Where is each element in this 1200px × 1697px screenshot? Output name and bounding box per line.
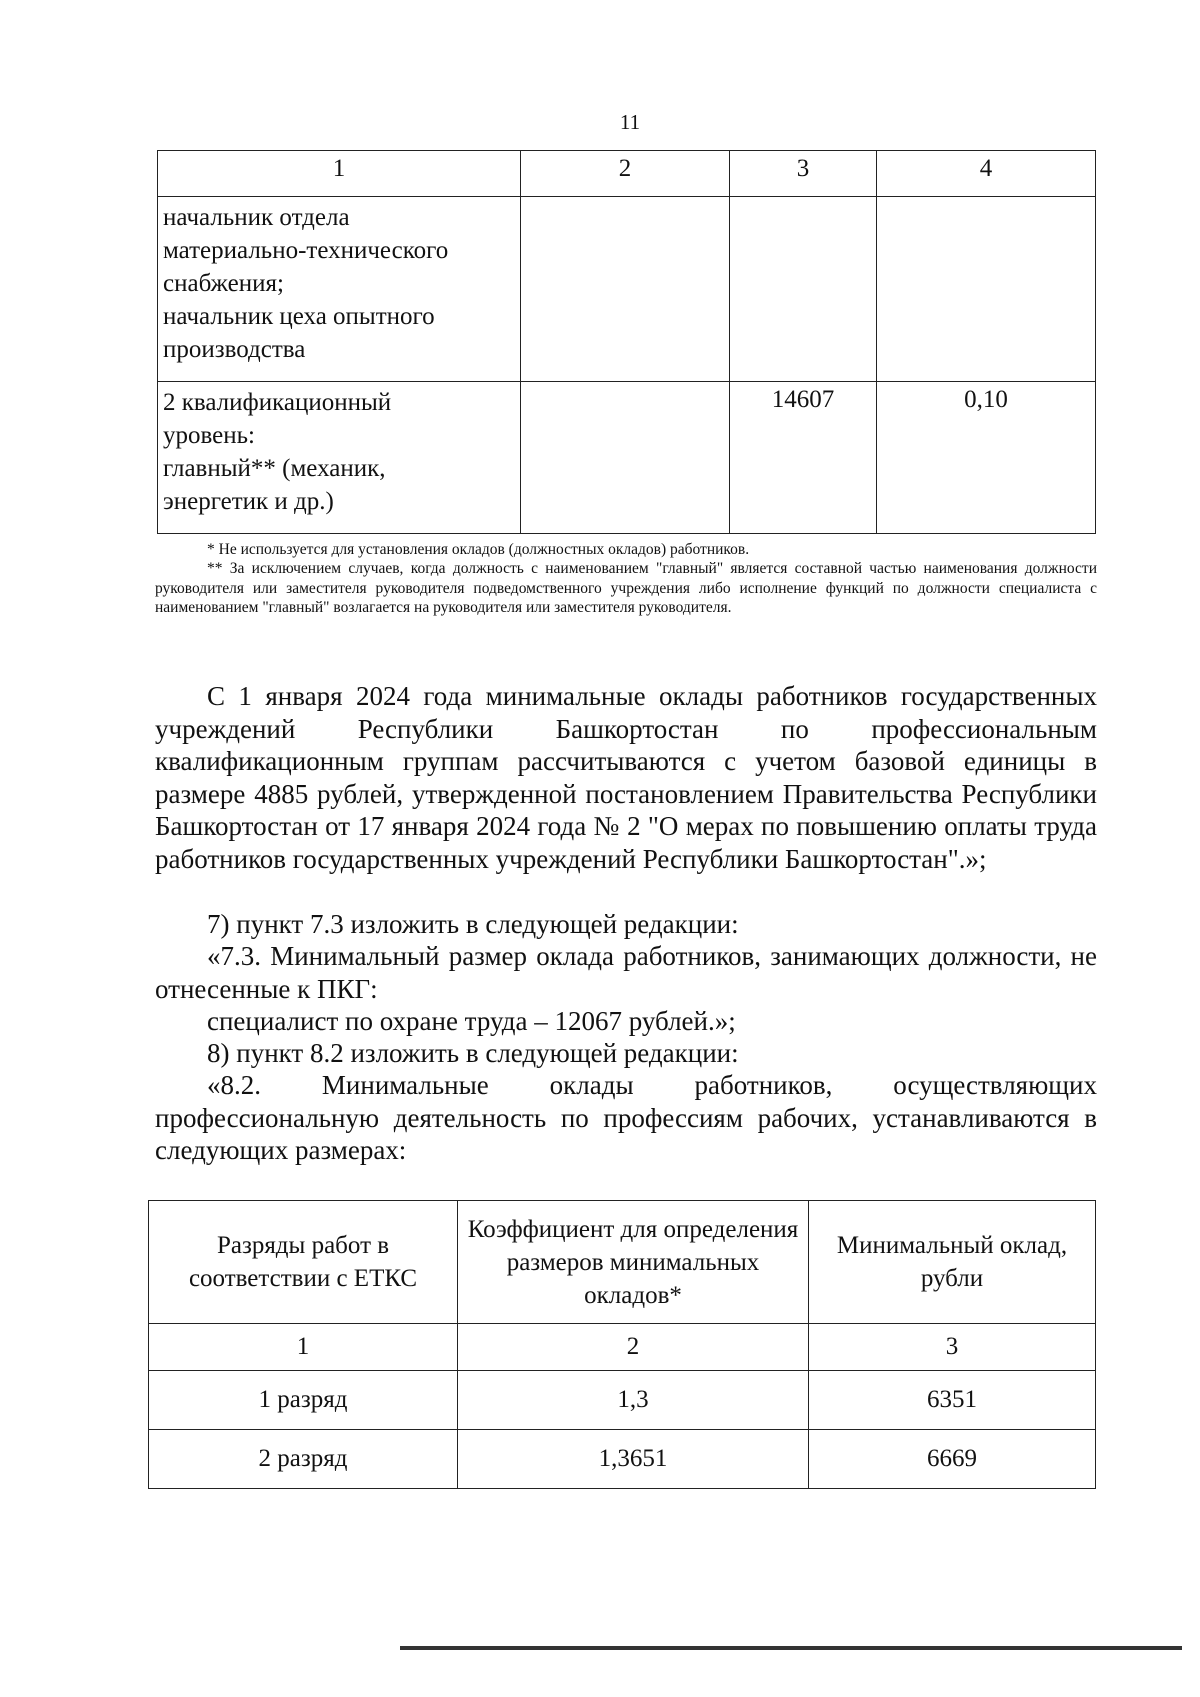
grade-cell: 1 разряд — [149, 1371, 458, 1430]
paragraph-base-unit: С 1 января 2024 года минимальные оклады работников государственных учреждений Республики Башкортостан по профессиональным квалификационным группам рассчитываются с учетом базовой единицы в размере 4885 рублей, утвержденной постановлением Правительства Республики Башкортостан от 17 января 2024 года № 2 "О мерах по повышению оплаты труда работников государственных учреждений Республики Башкортостан".»; — [155, 681, 1097, 874]
paragraph-labor-safety: специалист по охране труда – 12067 рублей.»; — [207, 1006, 736, 1036]
worker-salary-table — [148, 1200, 1096, 1489]
column-number-row — [149, 1324, 1096, 1371]
header-cell: Разряды работ в соответствии с ЕТКС — [149, 1201, 458, 1324]
paragraph-7-3: «7.3. Минимальный размер оклада работников, занимающих должности, не отнесенные к ПКГ: — [155, 941, 1097, 1004]
salary-cell: 6669 — [809, 1430, 1096, 1489]
cell-line: снабжения; — [163, 270, 284, 297]
paragraph-8-2: «8.2. Минимальные оклады работников, осуществляющих профессиональную деятельность по профессиям рабочих, устанавливаются в следующих размерах: — [155, 1070, 1097, 1165]
header-cell: Коэффициент для определения размеров минимальных окладов* — [458, 1201, 809, 1324]
table-header-row — [158, 151, 1096, 197]
table-row — [158, 197, 1096, 382]
footnote-2: ** За исключением случаев, когда должность с наименованием "главный" является составной частью наименования должности руководителя или заместителя руководителя подведомственного учреждения либо исполнение функций по должности специалиста с наименованием "главный" возлагается на руководителя или заместителя руководителя. — [155, 560, 1097, 616]
table-cell — [730, 197, 877, 382]
header-cell: 4 — [877, 151, 1096, 197]
coefficient-cell: 1,3 — [458, 1371, 809, 1430]
coefficient-cell: 1,3651 — [458, 1430, 809, 1489]
column-number: 1 — [149, 1324, 458, 1371]
position-cell — [158, 382, 521, 534]
table-row — [149, 1430, 1096, 1489]
table-cell — [521, 382, 730, 534]
cell-line: производства — [163, 336, 306, 363]
cell-line: уровень: — [163, 422, 255, 449]
cell-line: материально-технического — [163, 237, 449, 264]
header-cell: Минимальный оклад, рубли — [809, 1201, 1096, 1324]
coefficient-cell: 0,10 — [877, 382, 1096, 534]
table-row — [158, 382, 1096, 534]
header-cell: 3 — [730, 151, 877, 197]
cell-line: начальник отдела — [163, 204, 350, 231]
table-cell — [877, 197, 1096, 382]
paragraph-item-7: 7) пункт 7.3 изложить в следующей редакции: — [207, 909, 739, 939]
column-number: 3 — [809, 1324, 1096, 1371]
header-cell: 2 — [521, 151, 730, 197]
salary-cell: 14607 — [730, 382, 877, 534]
position-cell — [158, 197, 521, 382]
table-header-row — [149, 1201, 1096, 1324]
table-cell — [521, 197, 730, 382]
cell-line: энергетик и др.) — [163, 488, 334, 515]
page-number: 11 — [619, 110, 641, 134]
header-cell: 1 — [158, 151, 521, 197]
cell-line: начальник цеха опытного — [163, 303, 435, 330]
column-number: 2 — [458, 1324, 809, 1371]
qualification-table — [157, 150, 1096, 534]
paragraph-item-8: 8) пункт 8.2 изложить в следующей редакции: — [207, 1038, 739, 1068]
cell-line: главный** (механик, — [163, 455, 386, 482]
page-bottom-rule — [400, 1646, 1182, 1650]
grade-cell: 2 разряд — [149, 1430, 458, 1489]
salary-cell: 6351 — [809, 1371, 1096, 1430]
cell-line: 2 квалификационный — [163, 389, 392, 416]
footnote-1: * Не используется для установления окладов (должностных окладов) работников. — [207, 541, 750, 558]
table-row — [149, 1371, 1096, 1430]
